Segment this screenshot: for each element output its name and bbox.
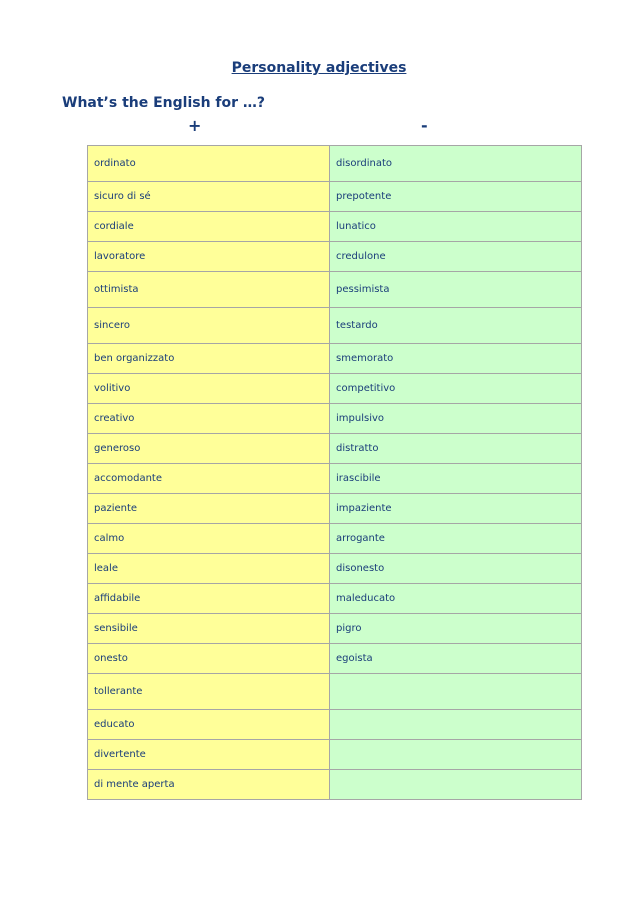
positive-adjective-cell: ordinato	[88, 146, 330, 182]
negative-adjective-cell: testardo	[330, 308, 582, 344]
table-row	[88, 464, 582, 494]
page-title: Personality adjectives	[231, 60, 407, 76]
table-row	[88, 374, 582, 404]
table-row	[88, 554, 582, 584]
negative-adjective-cell: pessimista	[330, 272, 582, 308]
positive-adjective-cell: sensibile	[88, 614, 330, 644]
positive-adjective-cell: creativo	[88, 404, 330, 434]
negative-adjective-cell: impulsivo	[330, 404, 582, 434]
negative-adjective-cell: egoista	[330, 644, 582, 674]
table-row	[88, 614, 582, 644]
positive-adjective-cell: paziente	[88, 494, 330, 524]
positive-adjective-cell: affidabile	[88, 584, 330, 614]
table-row	[88, 674, 582, 710]
negative-adjective-cell: smemorato	[330, 344, 582, 374]
positive-adjective-cell: generoso	[88, 434, 330, 464]
table-row	[88, 146, 582, 182]
positive-adjective-cell: onesto	[88, 644, 330, 674]
question-heading: What’s the English for …?	[62, 95, 266, 111]
positive-adjective-cell: sincero	[88, 308, 330, 344]
table-row	[88, 494, 582, 524]
negative-adjective-cell	[330, 674, 582, 710]
table-row	[88, 344, 582, 374]
negative-adjective-cell	[330, 710, 582, 740]
table-row	[88, 770, 582, 800]
positive-adjective-cell: volitivo	[88, 374, 330, 404]
positive-adjective-cell: tollerante	[88, 674, 330, 710]
table-row	[88, 584, 582, 614]
table-row	[88, 242, 582, 272]
negative-adjective-cell: pigro	[330, 614, 582, 644]
negative-adjective-cell: credulone	[330, 242, 582, 272]
negative-adjective-cell: lunatico	[330, 212, 582, 242]
negative-adjective-cell	[330, 740, 582, 770]
negative-adjective-cell: disonesto	[330, 554, 582, 584]
negative-column-symbol: -	[421, 116, 428, 135]
adjectives-table	[87, 145, 582, 800]
positive-adjective-cell: ottimista	[88, 272, 330, 308]
positive-adjective-cell: calmo	[88, 524, 330, 554]
positive-adjective-cell: educato	[88, 710, 330, 740]
positive-adjective-cell: lavoratore	[88, 242, 330, 272]
positive-adjective-cell: di mente aperta	[88, 770, 330, 800]
negative-adjective-cell: impaziente	[330, 494, 582, 524]
table-row	[88, 710, 582, 740]
positive-adjective-cell: accomodante	[88, 464, 330, 494]
table-row	[88, 524, 582, 554]
table-row	[88, 212, 582, 242]
table-row	[88, 182, 582, 212]
negative-adjective-cell: disordinato	[330, 146, 582, 182]
adjectives-table-body	[88, 146, 582, 800]
positive-adjective-cell: cordiale	[88, 212, 330, 242]
negative-adjective-cell: maleducato	[330, 584, 582, 614]
table-row	[88, 404, 582, 434]
positive-adjective-cell: ben organizzato	[88, 344, 330, 374]
table-row	[88, 308, 582, 344]
table-row	[88, 434, 582, 464]
positive-adjective-cell: leale	[88, 554, 330, 584]
negative-adjective-cell: irascibile	[330, 464, 582, 494]
table-row	[88, 644, 582, 674]
negative-adjective-cell: prepotente	[330, 182, 582, 212]
table-row	[88, 272, 582, 308]
negative-adjective-cell: distratto	[330, 434, 582, 464]
negative-adjective-cell	[330, 770, 582, 800]
positive-column-symbol: +	[188, 116, 202, 135]
negative-adjective-cell: competitivo	[330, 374, 582, 404]
positive-adjective-cell: sicuro di sé	[88, 182, 330, 212]
positive-adjective-cell: divertente	[88, 740, 330, 770]
negative-adjective-cell: arrogante	[330, 524, 582, 554]
table-row	[88, 740, 582, 770]
